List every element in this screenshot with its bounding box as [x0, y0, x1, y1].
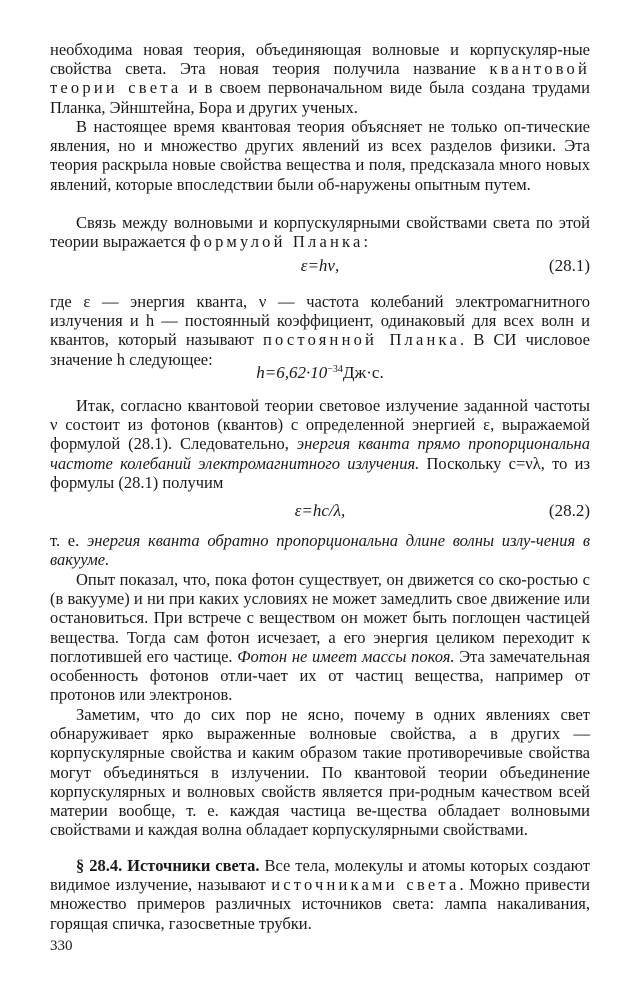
equation-number: (28.2) — [548, 501, 590, 520]
paragraph-wavelength-relation: т. е. энергия кванта обратно пропорциональна длине волны излу-чения в вакууме. — [50, 531, 590, 570]
paragraph-quantum-theory-intro: необходима новая теория, объединяющая волновые и корпускуляр-ные свойства света. Эта новая теория получила название квантовой теории света и в своем первоначальном виде была создана трудами Планка, Эйнштейна, Бора и других ученых. — [50, 40, 591, 117]
paragraph-planck-constant: где ε — энергия кванта, ν — частота колебаний электромагнитного излучения и h — постоянный коэффициент, одинаковый для всех волн и квантов, который называют постоянной Планка. В СИ числовое значение h следующее: — [50, 292, 590, 369]
equation-planck-value: $h=6,62\cdot 10^{-34}Дж\cdot с$. — [256, 363, 384, 382]
paragraph-photon-motion: Опыт показал, что, пока фотон существует, он движется со ско-ростью c (в вакууме) и ни при каких условиях не может замедлить свое движение или остановиться. При встрече с веществом он может быть поглощен частицей вещества. Тогда сам фотон исчезает, а его энергия целиком переходит к поглотившей его частице. Фотон не имеет массы покоя. Эта замечательная особенность фотонов отли-чает их от частиц вещества, например от протонов или электронов. — [50, 570, 590, 705]
equation-expression: ε=hc/λ, — [294, 501, 346, 520]
spaced-term: источниками света — [271, 875, 460, 895]
spaced-term: квантовой теории света — [50, 59, 590, 98]
paragraph-quantum-theory-scope: В настоящее время квантовая теория объясняет не только оп-тические явления, но и множество других явлений из всех разделов физики. Эта теория раскрыла новые свойства вещества и поля, предсказала много новых явлений, которые впоследствии были об-наружены опытным путем. — [50, 117, 590, 194]
emphasis-text: Фотон не имеет массы покоя. — [237, 646, 455, 666]
spaced-term: формулой Планка — [189, 232, 364, 252]
paragraph-planck-intro: Связь между волновыми и корпускулярными свойствами света по этой теории выражается формулой Планка: — [50, 213, 590, 252]
emphasis-text: энергия кванта обратно пропорциональна длине волны излу-чения в вакууме. — [50, 531, 590, 570]
equation-number: (28.1) — [548, 256, 590, 275]
paragraph-wave-particle-duality: Заметим, что до сих пор не ясно, почему в одних явлениях свет обнаруживает ярко выраженные волновые свойства, а в других — корпускулярные свойства и каким образом такие противоречивые свойства могут объединяться в излучении. По квантовой теории объединение корпускулярных и волновых свойств является при-родным качеством всей материи вообще, т. е. каждая частица ве-щества обладает волновыми свойствами и каждая волна обладает корпускулярными свойствами. — [50, 705, 590, 840]
spaced-term: постоянной Планка — [263, 330, 461, 350]
equation-28-1 — [50, 255, 590, 277]
page-number: 330 — [50, 938, 73, 954]
equation-28-2 — [50, 500, 590, 522]
emphasis-text: энергия кванта прямо пропорциональна частоте колебаний электромагнитного излучения. — [50, 434, 590, 473]
equation-expression: ε=hν, — [300, 256, 340, 275]
section-light-sources: § 28.4. Источники света. Все тела, молекулы и атомы которых создают видимое излучение, называют источниками света. Можно привести множество примеров различных источников света: лампа накаливания, горящая спичка, газосветные трубки. — [50, 856, 590, 933]
paragraph-photon-energy: Итак, согласно квантовой теории световое излучение заданной частоты ν состоит из фотонов (квантов) с определенной энергией ε, выражаемой формулой (28.1). Следовательно, энергия кванта прямо пропорциональна частоте колебаний электромагнитного излучения. Поскольку c=νλ, то из формулы (28.1) получим — [50, 396, 590, 492]
section-heading: § 28.4. Источники света. — [76, 856, 260, 875]
